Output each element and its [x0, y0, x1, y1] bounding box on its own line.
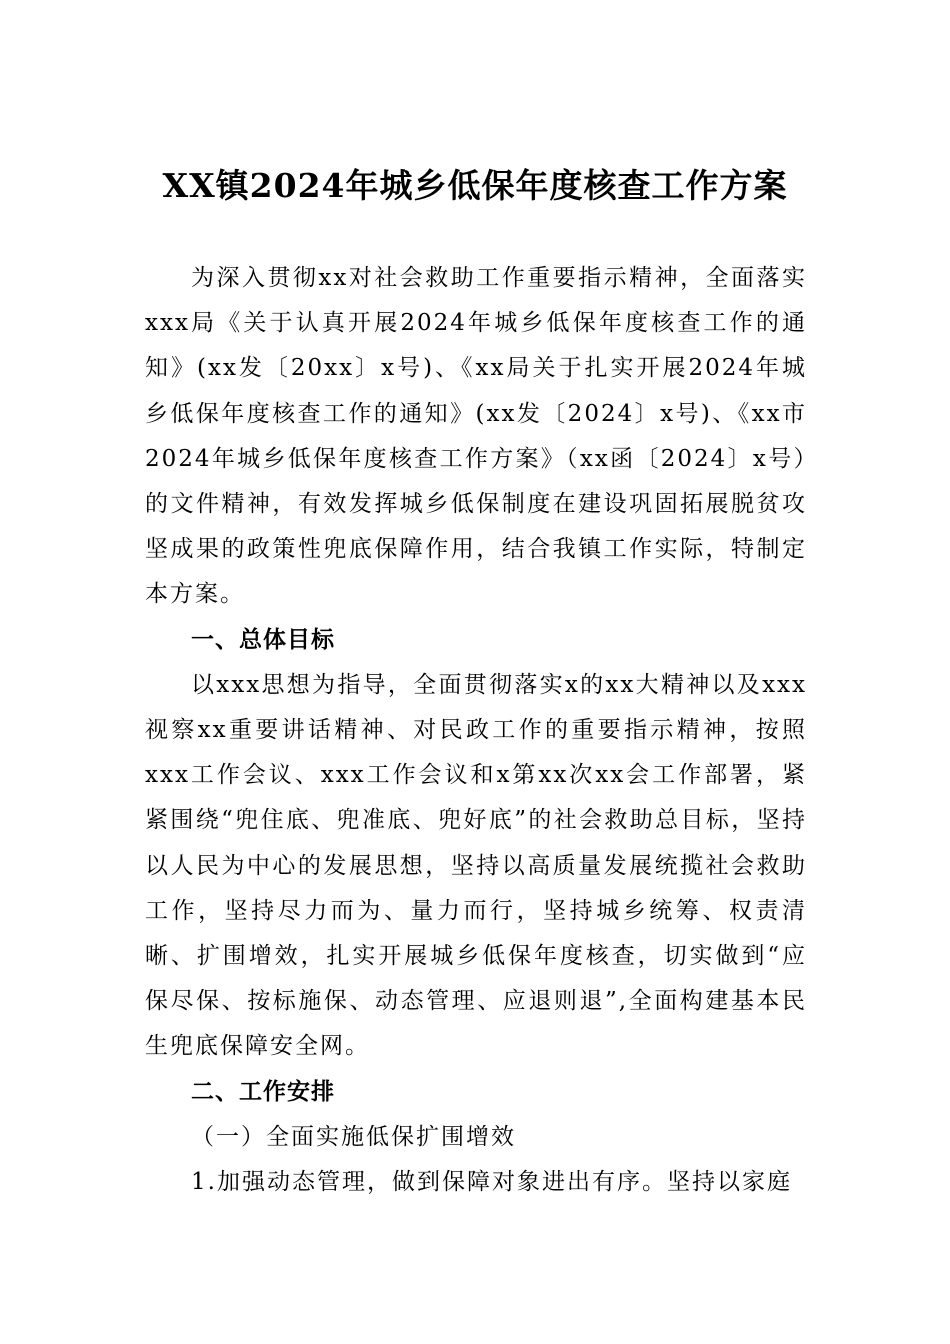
subsection-heading-expansion: （一）全面实施低保扩围增效 [191, 1123, 516, 1150]
dynamic-management-paragraph: 1.加强动态管理，做到保障对象进出有序。坚持以家庭 [191, 1169, 792, 1196]
document-body [145, 256, 807, 1205]
section-heading-work-arrangement: 二、工作安排 [191, 1078, 335, 1105]
document-title: XX镇2024年城乡低保年度核查工作方案 [162, 166, 788, 205]
section-heading-overall-goal: 一、总体目标 [191, 626, 335, 653]
intro-paragraph: 为深入贯彻xx对社会救助工作重要指示精神，全面落实xxx局《关于认真开展2024年城乡低保年度核查工作的通知》(xx发〔20xx〕x号)、《xx局关于扎实开展2024年城乡低保年度核查工作的通知》(xx发〔2024〕x号)、《xx市2024年城乡低保年度核查工作方案》（xx函〔2024〕x号）的文件精神，有效发挥城乡低保制度在建设巩固拓展脱贫攻坚成果的政策性兜底保障作用，结合我镇工作实际，特制定本方案。 [145, 265, 807, 608]
overall-goal-paragraph: 以xxx思想为指导，全面贯彻落实x的xx大精神以及xxx视察xx重要讲话精神、对民政工作的重要指示精神，按照xxx工作会议、xxx工作会议和x第xx次xx会工作部署，紧紧围绕“兜住底、兜准底、兜好底”的社会救助总目标，坚持以人民为中心的发展思想，坚持以高质量发展统揽社会救助工作，坚持尽力而为、量力而行，坚持城乡统筹、权责清晰、扩围增效，扎实开展城乡低保年度核查，切实做到“应保尽保、按标施保、动态管理、应退则退”,全面构建基本民生兜底保障安全网。 [145, 671, 807, 1060]
